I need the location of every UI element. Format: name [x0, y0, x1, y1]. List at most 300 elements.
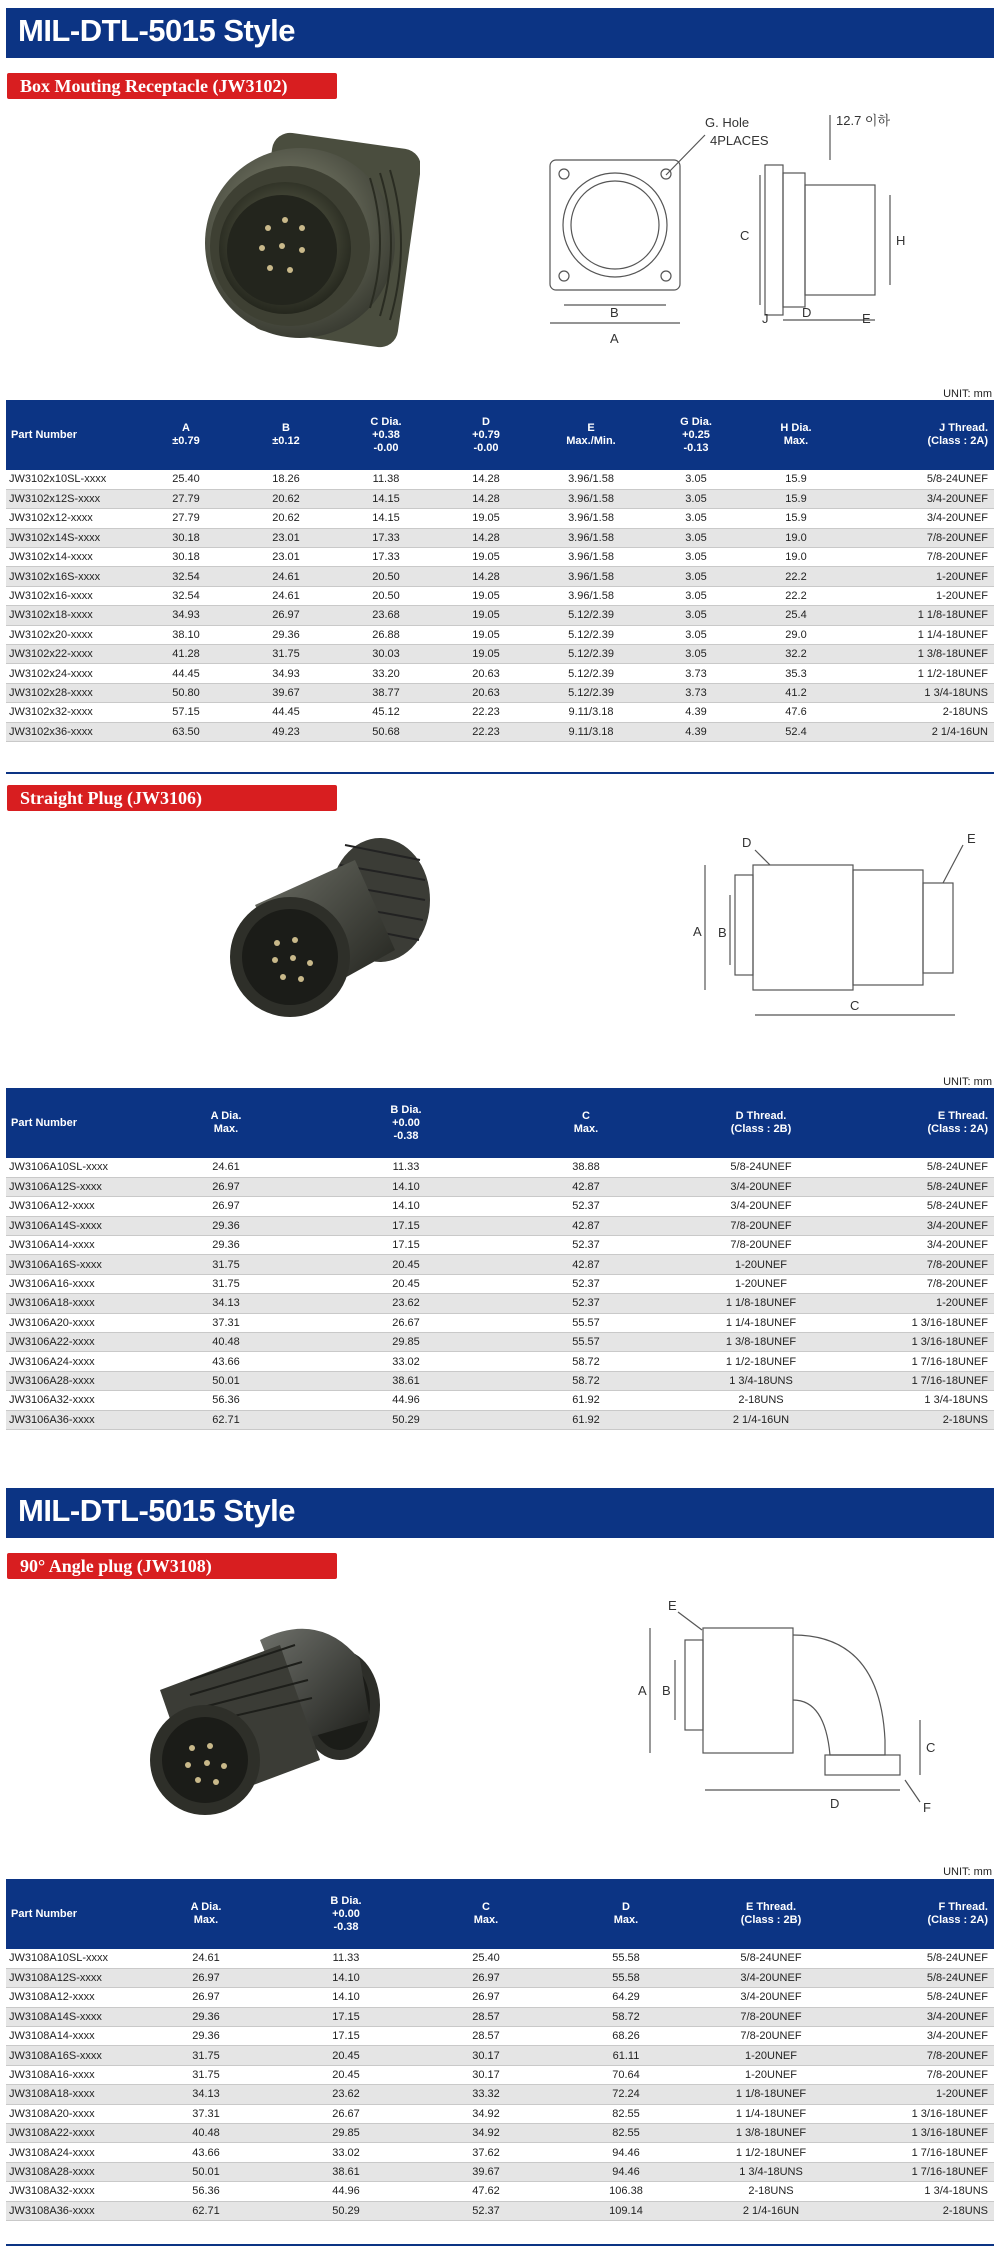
- section-label-straight-plug: [7, 785, 337, 811]
- table-cell: 27.79: [136, 509, 236, 528]
- table-cell: 52.4: [746, 722, 846, 741]
- table-cell: JW3102x20-xxxx: [6, 625, 136, 644]
- table-row: [6, 489, 994, 508]
- table-cell: 1-20UNEF: [846, 586, 994, 605]
- table-cell: 3/4-20UNEF: [696, 1988, 846, 2007]
- table-cell: 9.11/3.18: [536, 703, 646, 722]
- table-cell: 20.50: [336, 586, 436, 605]
- table-cell: JW3102x14S-xxxx: [6, 528, 136, 547]
- table-cell: 3/4-20UNEF: [676, 1177, 846, 1196]
- table-cell: 82.55: [556, 2124, 696, 2143]
- table-cell: 3.73: [646, 664, 746, 683]
- table-cell: 1 1/8-18UNEF: [846, 606, 994, 625]
- table-cell: JW3106A10SL-xxxx: [6, 1158, 136, 1177]
- box-receptacle-photo: [190, 128, 420, 373]
- table-row: [6, 1968, 994, 1987]
- page-title-bar-2: [6, 1488, 994, 1538]
- table-cell: JW3106A18-xxxx: [6, 1294, 136, 1313]
- table-cell: 39.67: [236, 683, 336, 702]
- table-cell: 61.92: [496, 1391, 676, 1410]
- table-cell: 38.88: [496, 1158, 676, 1177]
- page-title-bar: [6, 8, 994, 58]
- table-cell: 2-18UNS: [846, 703, 994, 722]
- table-cell: 3.96/1.58: [536, 528, 646, 547]
- column-header: D Thread. (Class : 2B): [676, 1088, 846, 1158]
- table-cell: 5.12/2.39: [536, 625, 646, 644]
- box-receptacle-drawing: [540, 105, 980, 355]
- table-cell: 1 1/8-18UNEF: [676, 1294, 846, 1313]
- table-cell: 43.66: [136, 1352, 316, 1371]
- drawing-label-e: E: [862, 311, 871, 326]
- table-row: [6, 625, 994, 644]
- table-cell: JW3106A32-xxxx: [6, 1391, 136, 1410]
- table-cell: 3.96/1.58: [536, 509, 646, 528]
- table-cell: 1 3/16-18UNEF: [846, 2104, 994, 2123]
- table-cell: 7/8-20UNEF: [846, 1274, 994, 1293]
- table-cell: 15.9: [746, 489, 846, 508]
- column-header: H Dia. Max.: [746, 400, 846, 470]
- table-cell: 1 1/4-18UNEF: [696, 2104, 846, 2123]
- table-cell: 1 3/8-18UNEF: [696, 2124, 846, 2143]
- table-cell: 109.14: [556, 2201, 696, 2220]
- table-cell: JW3106A14-xxxx: [6, 1236, 136, 1255]
- table-cell: 1-20UNEF: [846, 1294, 994, 1313]
- table-cell: JW3106A12S-xxxx: [6, 1177, 136, 1196]
- table-cell: 25.40: [416, 1949, 556, 1968]
- drawing-label-c: C: [740, 228, 750, 243]
- column-header: C Max.: [496, 1088, 676, 1158]
- table-cell: 17.15: [316, 1236, 496, 1255]
- table-cell: 106.38: [556, 2182, 696, 2201]
- table-cell: 37.31: [136, 1313, 316, 1332]
- table-cell: 20.63: [436, 683, 536, 702]
- table-cell: 62.71: [136, 2201, 276, 2220]
- table-cell: JW3108A22-xxxx: [6, 2124, 136, 2143]
- table-cell: 3.96/1.58: [536, 548, 646, 567]
- table-cell: 33.32: [416, 2085, 556, 2104]
- table-cell: 23.62: [316, 1294, 496, 1313]
- table-cell: 55.57: [496, 1333, 676, 1352]
- table-cell: 31.75: [236, 645, 336, 664]
- table-cell: 30.18: [136, 548, 236, 567]
- table-cell: 30.17: [416, 2046, 556, 2065]
- table-cell: JW3108A12S-xxxx: [6, 1968, 136, 1987]
- table-cell: 3/4-20UNEF: [846, 2007, 994, 2026]
- table-cell: JW3102x22-xxxx: [6, 645, 136, 664]
- drawing-label-h: H: [896, 233, 906, 248]
- column-header: D +0.79 -0.00: [436, 400, 536, 470]
- table-header-row: [6, 1879, 994, 1949]
- table-cell: 32.54: [136, 586, 236, 605]
- table-cell: 55.58: [556, 1949, 696, 1968]
- table-cell: 15.9: [746, 470, 846, 489]
- table-row: [6, 2007, 994, 2026]
- table-cell: 14.28: [436, 470, 536, 489]
- table-cell: 5.12/2.39: [536, 683, 646, 702]
- table-cell: 26.97: [236, 606, 336, 625]
- table-row: [6, 1410, 994, 1429]
- table-cell: 23.68: [336, 606, 436, 625]
- table-cell: 41.2: [746, 683, 846, 702]
- table-cell: JW3102x14-xxxx: [6, 548, 136, 567]
- table-cell: 19.0: [746, 528, 846, 547]
- table-cell: 2-18UNS: [846, 1410, 994, 1429]
- table-cell: JW3108A10SL-xxxx: [6, 1949, 136, 1968]
- table-cell: JW3108A12-xxxx: [6, 1988, 136, 2007]
- section-label-box-receptacle: [7, 73, 337, 99]
- table-cell: 3/4-20UNEF: [676, 1197, 846, 1216]
- table-row: [6, 548, 994, 567]
- table-cell: 39.67: [416, 2162, 556, 2181]
- table-cell: 56.36: [136, 2182, 276, 2201]
- table-cell: 31.75: [136, 2065, 276, 2084]
- table-row: [6, 683, 994, 702]
- table-cell: 19.05: [436, 548, 536, 567]
- table-row: [6, 509, 994, 528]
- table-row: [6, 1313, 994, 1332]
- table-cell: 19.05: [436, 509, 536, 528]
- table-cell: 22.23: [436, 703, 536, 722]
- table-cell: 3.96/1.58: [536, 567, 646, 586]
- table-cell: 19.05: [436, 645, 536, 664]
- table-cell: 14.10: [316, 1197, 496, 1216]
- drawing-label-b: B: [718, 925, 727, 940]
- table-cell: JW3106A24-xxxx: [6, 1352, 136, 1371]
- table-cell: 11.33: [316, 1158, 496, 1177]
- table-cell: 33.02: [316, 1352, 496, 1371]
- table-cell: 1 3/16-18UNEF: [846, 1333, 994, 1352]
- table-cell: 7/8-20UNEF: [846, 2065, 994, 2084]
- table-cell: 61.92: [496, 1410, 676, 1429]
- table-cell: 34.92: [416, 2104, 556, 2123]
- table-cell: 1 3/16-18UNEF: [846, 1313, 994, 1332]
- table-row: [6, 1197, 994, 1216]
- table-cell: 3.05: [646, 509, 746, 528]
- column-header: E Thread. (Class : 2A): [846, 1088, 994, 1158]
- table-row: [6, 2046, 994, 2065]
- table-cell: 44.96: [276, 2182, 416, 2201]
- table-cell: 20.45: [316, 1274, 496, 1293]
- table-header-row: [6, 1088, 994, 1158]
- table-cell: 5.12/2.39: [536, 606, 646, 625]
- table-cell: 7/8-20UNEF: [846, 2046, 994, 2065]
- table-cell: 56.36: [136, 1391, 316, 1410]
- table-cell: 14.28: [436, 567, 536, 586]
- table-cell: 5/8-24UNEF: [846, 1988, 994, 2007]
- table-cell: 22.2: [746, 567, 846, 586]
- table-cell: 14.10: [276, 1988, 416, 2007]
- drawing-label-j: J: [762, 311, 769, 326]
- table-cell: JW3108A14-xxxx: [6, 2027, 136, 2046]
- table-cell: 19.05: [436, 586, 536, 605]
- table-cell: 44.45: [236, 703, 336, 722]
- table-cell: 20.50: [336, 567, 436, 586]
- table-row: [6, 1177, 994, 1196]
- table-cell: 42.87: [496, 1216, 676, 1235]
- table-cell: 29.36: [136, 2027, 276, 2046]
- table-cell: 7/8-20UNEF: [696, 2007, 846, 2026]
- table-cell: 1 1/2-18UNEF: [846, 664, 994, 683]
- column-header: A ±0.79: [136, 400, 236, 470]
- table-cell: 47.6: [746, 703, 846, 722]
- table-cell: 20.62: [236, 489, 336, 508]
- table-cell: 42.87: [496, 1255, 676, 1274]
- table-cell: 7/8-20UNEF: [676, 1236, 846, 1255]
- table-cell: 34.13: [136, 2085, 276, 2104]
- table-cell: 52.37: [496, 1197, 676, 1216]
- table-row: [6, 2182, 994, 2201]
- table-cell: 5/8-24UNEF: [846, 470, 994, 489]
- table-cell: JW3108A28-xxxx: [6, 2162, 136, 2181]
- table-cell: 15.9: [746, 509, 846, 528]
- drawing-label-b: B: [662, 1683, 671, 1698]
- table-cell: 7/8-20UNEF: [696, 2027, 846, 2046]
- table-cell: 1-20UNEF: [696, 2046, 846, 2065]
- drawing-label-4places: 4PLACES: [710, 133, 769, 148]
- column-header: A Dia. Max.: [136, 1088, 316, 1158]
- table-cell: 40.48: [136, 1333, 316, 1352]
- table-cell: 19.05: [436, 606, 536, 625]
- table-row: [6, 2124, 994, 2143]
- table-cell: 52.37: [496, 1236, 676, 1255]
- table-cell: 31.75: [136, 1274, 316, 1293]
- table-header-row: [6, 400, 994, 470]
- table-row: [6, 1988, 994, 2007]
- table-cell: 3.05: [646, 470, 746, 489]
- table-cell: 50.01: [136, 1371, 316, 1390]
- table-cell: 28.57: [416, 2007, 556, 2026]
- table-cell: 25.40: [136, 470, 236, 489]
- table-cell: 37.31: [136, 2104, 276, 2123]
- spec-table-jw3106: [6, 1088, 994, 1430]
- table-row: [6, 2065, 994, 2084]
- table-cell: 52.37: [496, 1274, 676, 1293]
- drawing-label-12-7: 12.7 이하: [836, 113, 891, 128]
- table-cell: 18.26: [236, 470, 336, 489]
- table-cell: 29.36: [136, 1236, 316, 1255]
- table-cell: 2 1/4-16UN: [676, 1410, 846, 1429]
- table-cell: 32.2: [746, 645, 846, 664]
- table-cell: 5/8-24UNEF: [846, 1968, 994, 1987]
- table-cell: 24.61: [136, 1949, 276, 1968]
- table-cell: 3/4-20UNEF: [846, 509, 994, 528]
- table-cell: 17.15: [316, 1216, 496, 1235]
- table-cell: 22.2: [746, 586, 846, 605]
- table-cell: 4.39: [646, 722, 746, 741]
- table-cell: JW3106A28-xxxx: [6, 1371, 136, 1390]
- table-cell: 7/8-20UNEF: [846, 528, 994, 547]
- table-cell: 20.62: [236, 509, 336, 528]
- table-cell: 2-18UNS: [676, 1391, 846, 1410]
- table-cell: 50.68: [336, 722, 436, 741]
- table-cell: 94.46: [556, 2143, 696, 2162]
- table-cell: 57.15: [136, 703, 236, 722]
- table-cell: 58.72: [496, 1371, 676, 1390]
- table-cell: 3.96/1.58: [536, 586, 646, 605]
- table-cell: 33.02: [276, 2143, 416, 2162]
- table-row: [6, 664, 994, 683]
- table-cell: 26.67: [276, 2104, 416, 2123]
- table-cell: 1 3/4-18UNS: [846, 1391, 994, 1410]
- table-cell: 29.85: [316, 1333, 496, 1352]
- table-cell: 3.05: [646, 625, 746, 644]
- table-cell: 24.61: [136, 1158, 316, 1177]
- table-cell: JW3102x16-xxxx: [6, 586, 136, 605]
- table-cell: 26.97: [136, 1988, 276, 2007]
- section-label-text: Box Mouting Receptacle (JW3102): [20, 76, 288, 96]
- table-cell: 29.85: [276, 2124, 416, 2143]
- table-cell: 47.62: [416, 2182, 556, 2201]
- table-cell: 9.11/3.18: [536, 722, 646, 741]
- table-row: [6, 470, 994, 489]
- table-cell: 2 1/4-16UN: [846, 722, 994, 741]
- table-cell: 26.97: [416, 1968, 556, 1987]
- drawing-label-g-hole: G. Hole: [705, 115, 750, 130]
- table-cell: 3/4-20UNEF: [846, 489, 994, 508]
- table-cell: 29.0: [746, 625, 846, 644]
- table-cell: 3/4-20UNEF: [696, 1968, 846, 1987]
- drawing-label-d: D: [802, 305, 812, 320]
- table-cell: 7/8-20UNEF: [846, 1255, 994, 1274]
- table-cell: 42.87: [496, 1177, 676, 1196]
- table-row: [6, 645, 994, 664]
- table-cell: 23.01: [236, 528, 336, 547]
- table-cell: JW3102x16S-xxxx: [6, 567, 136, 586]
- table-cell: 1-20UNEF: [696, 2065, 846, 2084]
- table-cell: 3.05: [646, 606, 746, 625]
- table-cell: JW3102x10SL-xxxx: [6, 470, 136, 489]
- table-cell: JW3108A20-xxxx: [6, 2104, 136, 2123]
- table-row: [6, 1352, 994, 1371]
- spec-table-jw3102: [6, 400, 994, 742]
- table-cell: JW3108A24-xxxx: [6, 2143, 136, 2162]
- table-cell: 28.57: [416, 2027, 556, 2046]
- table-cell: 26.67: [316, 1313, 496, 1332]
- table-cell: 30.18: [136, 528, 236, 547]
- table-cell: 3.05: [646, 489, 746, 508]
- table-cell: 2-18UNS: [696, 2182, 846, 2201]
- table-cell: 55.57: [496, 1313, 676, 1332]
- table-row: [6, 1236, 994, 1255]
- table-row: [6, 2104, 994, 2123]
- table-cell: 82.55: [556, 2104, 696, 2123]
- table-row: [6, 1333, 994, 1352]
- table-cell: 37.62: [416, 2143, 556, 2162]
- table-cell: 20.45: [276, 2046, 416, 2065]
- table-cell: 61.11: [556, 2046, 696, 2065]
- table-cell: JW3108A14S-xxxx: [6, 2007, 136, 2026]
- column-header: Part Number: [6, 1879, 136, 1949]
- table-cell: 2-18UNS: [846, 2201, 994, 2220]
- table-cell: JW3106A36-xxxx: [6, 1410, 136, 1429]
- table-cell: 3.96/1.58: [536, 470, 646, 489]
- table-cell: 3.05: [646, 528, 746, 547]
- table-cell: JW3108A32-xxxx: [6, 2182, 136, 2201]
- table-row: [6, 567, 994, 586]
- table-row: [6, 2162, 994, 2181]
- drawing-label-d: D: [742, 835, 752, 850]
- table-cell: JW3102x28-xxxx: [6, 683, 136, 702]
- table-cell: 23.62: [276, 2085, 416, 2104]
- table-cell: 1 7/16-18UNEF: [846, 1371, 994, 1390]
- table-row: [6, 1158, 994, 1177]
- table-cell: 30.17: [416, 2065, 556, 2084]
- table-row: [6, 703, 994, 722]
- unit-label-2: UNIT: mm: [943, 1076, 992, 1088]
- column-header: Part Number: [6, 400, 136, 470]
- table-cell: JW3108A18-xxxx: [6, 2085, 136, 2104]
- table-cell: 52.37: [416, 2201, 556, 2220]
- table-cell: 20.45: [316, 1255, 496, 1274]
- column-header: A Dia. Max.: [136, 1879, 276, 1949]
- table-cell: 5.12/2.39: [536, 664, 646, 683]
- table-cell: 41.28: [136, 645, 236, 664]
- page-title: MIL-DTL-5015 Style: [18, 13, 295, 48]
- table-row: [6, 606, 994, 625]
- drawing-label-a: A: [610, 331, 619, 346]
- page-title-2: MIL-DTL-5015 Style: [18, 1493, 295, 1528]
- table-cell: 14.15: [336, 509, 436, 528]
- column-header: J Thread. (Class : 2A): [846, 400, 994, 470]
- table-cell: 50.29: [316, 1410, 496, 1429]
- table-cell: 20.45: [276, 2065, 416, 2084]
- table-cell: 43.66: [136, 2143, 276, 2162]
- table-cell: 38.61: [276, 2162, 416, 2181]
- table-cell: 5.12/2.39: [536, 645, 646, 664]
- table-cell: 11.33: [276, 1949, 416, 1968]
- column-header: D Max.: [556, 1879, 696, 1949]
- table-cell: 1-20UNEF: [676, 1274, 846, 1293]
- table-row: [6, 1391, 994, 1410]
- table-cell: 3/4-20UNEF: [846, 1216, 994, 1235]
- table-cell: JW3108A16S-xxxx: [6, 2046, 136, 2065]
- table-cell: JW3102x36-xxxx: [6, 722, 136, 741]
- table-row: [6, 1371, 994, 1390]
- table-cell: JW3106A14S-xxxx: [6, 1216, 136, 1235]
- table-cell: 17.33: [336, 548, 436, 567]
- drawing-label-a: A: [693, 924, 702, 939]
- table-cell: 14.28: [436, 528, 536, 547]
- section-label-angle-plug: [7, 1553, 337, 1579]
- table-cell: JW3108A36-xxxx: [6, 2201, 136, 2220]
- angle-plug-drawing: [620, 1590, 980, 1830]
- table-cell: 55.58: [556, 1968, 696, 1987]
- table-cell: 3/4-20UNEF: [846, 2027, 994, 2046]
- table-cell: 38.77: [336, 683, 436, 702]
- table-cell: 38.61: [316, 1371, 496, 1390]
- table-cell: 7/8-20UNEF: [676, 1216, 846, 1235]
- table-cell: 1-20UNEF: [846, 567, 994, 586]
- table-row: [6, 1949, 994, 1968]
- drawing-label-d: D: [830, 1796, 840, 1811]
- table-cell: 25.4: [746, 606, 846, 625]
- table-cell: JW3106A16-xxxx: [6, 1274, 136, 1293]
- table-cell: 50.01: [136, 2162, 276, 2181]
- table-cell: 29.36: [136, 2007, 276, 2026]
- table-cell: 3.96/1.58: [536, 489, 646, 508]
- drawing-label-a: A: [638, 1683, 647, 1698]
- column-header: Part Number: [6, 1088, 136, 1158]
- table-cell: 17.33: [336, 528, 436, 547]
- drawing-label-e: E: [668, 1598, 677, 1613]
- straight-plug-drawing: [685, 815, 985, 1035]
- table-cell: 3.05: [646, 645, 746, 664]
- table-cell: 5/8-24UNEF: [696, 1949, 846, 1968]
- table-cell: JW3102x24-xxxx: [6, 664, 136, 683]
- table-cell: 26.97: [136, 1197, 316, 1216]
- table-row: [6, 1216, 994, 1235]
- section-divider: [6, 772, 994, 774]
